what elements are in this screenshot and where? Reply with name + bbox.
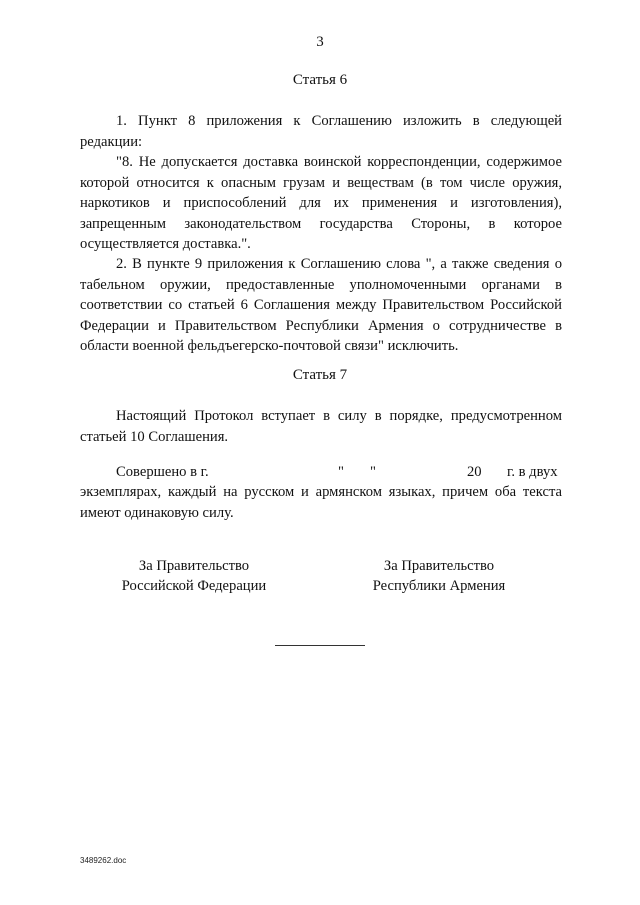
article-7-paragraph-1: Настоящий Протокол вступает в силу в порядке, предусмотренном статьей 10 Соглашения. — [80, 408, 562, 445]
done-line — [80, 462, 562, 483]
article-6-paragraph-1: 1. Пункт 8 приложения к Соглашению изложить в следующей редакции: — [80, 113, 562, 150]
signature-armenia-line2: Республики Армения — [372, 578, 506, 594]
signature-block-armenia — [319, 556, 559, 596]
signature-armenia-line1: За Правительство — [383, 558, 495, 574]
article-7-heading: Статья 7 — [292, 367, 348, 383]
file-name-footer: 3489262.doc — [80, 856, 127, 865]
signature-russia-line2: Российской Федерации — [121, 578, 267, 594]
page-number: 3 — [316, 34, 324, 50]
article-6-paragraph-2: 2. В пункте 9 приложения к Соглашению слова ", а также сведения о табельном оружии, предоставленные уполномоченными органами в соответствии со статьей 6 Соглашения между Правительством Российской Федерации и Правительством Республики Армения о сотрудничестве в области военной фельдъегерско-почтовой связи" исключить. — [80, 256, 562, 354]
done-quote-open: " — [338, 464, 344, 480]
done-suffix: г. в двух — [507, 464, 558, 480]
article-6-paragraph-quote: "8. Не допускается доставка воинской корреспонденции, содержимое которой относится к опасным грузам и веществам (в том числе оружия, наркотиков и приспособлений для их применения и изготовления), запрещенным законодательством государства Стороны, в которое осуществляется доставка.". — [80, 154, 562, 252]
article-6-heading: Статья 6 — [292, 72, 348, 88]
done-rest: экземплярах, каждый на русском и армянском языках, причем оба текста имеют одинаковую силу. — [80, 484, 562, 521]
done-quote-close: " — [370, 464, 376, 480]
closing-rule — [275, 645, 365, 646]
signature-russia-line1: За Правительство — [138, 558, 250, 574]
signature-block-russia — [74, 556, 314, 596]
done-year: 20 — [467, 464, 482, 480]
done-prefix: Совершено в г. — [116, 464, 209, 480]
